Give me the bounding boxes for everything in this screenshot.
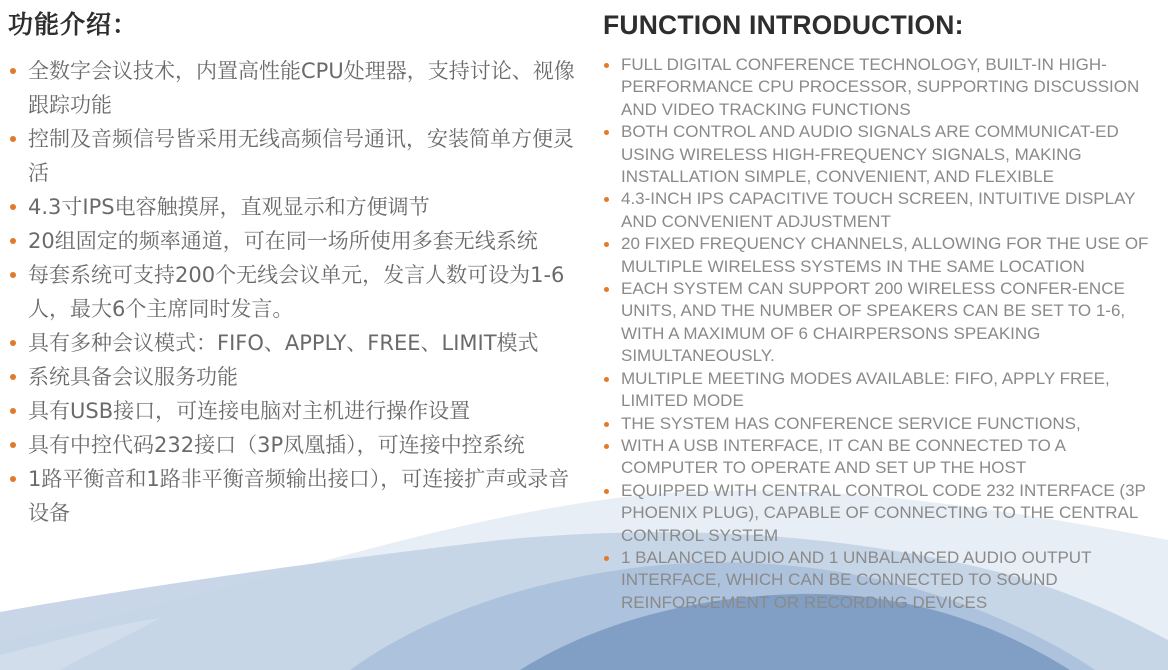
- feature-item-en-6: MULTIPLE MEETING MODES AVAILABLE: FIFO, APPLY FREE, LIMITED MODE: [603, 368, 1151, 413]
- feature-list-english: [603, 54, 1151, 614]
- feature-list-chinese: [8, 54, 583, 530]
- feature-item-zh-1: 全数字会议技术，内置高性能CPU处理器，支持讨论、视像跟踪功能: [8, 54, 583, 122]
- feature-item-en-2: BOTH CONTROL AND AUDIO SIGNALS ARE COMMUNICAT-ED USING WIRELESS HIGH-FREQUENCY SIGNALS, MAKING INSTALLATION SIMPLE, CONVENIENT, AND FLEXIBLE: [603, 121, 1151, 188]
- feature-item-zh-2: 控制及音频信号皆采用无线高频信号通讯，安装简单方便灵活: [8, 122, 583, 190]
- feature-item-zh-5: 每套系统可支持200个无线会议单元，发言人数可设为1-6人，最大6个主席同时发言。: [8, 258, 583, 326]
- english-column: [603, 0, 1151, 614]
- feature-item-zh-7: 系统具备会议服务功能: [8, 360, 583, 394]
- feature-item-en-1: FULL DIGITAL CONFERENCE TECHNOLOGY, BUILT-IN HIGH-PERFORMANCE CPU PROCESSOR, SUPPORTING DISCUSSION AND VIDEO TRACKING FUNCTIONS: [603, 54, 1151, 121]
- chinese-column: [8, 0, 583, 530]
- feature-item-en-9: EQUIPPED WITH CENTRAL CONTROL CODE 232 INTERFACE (3P PHOENIX PLUG), CAPABLE OF CONNECTING TO THE CENTRAL CONTROL SYSTEM: [603, 480, 1151, 547]
- feature-item-zh-6: 具有多种会议模式：FIFO、APPLY、FREE、LIMIT模式: [8, 326, 583, 360]
- feature-item-zh-3: 4.3寸IPS电容触摸屏，直观显示和方便调节: [8, 190, 583, 224]
- feature-item-en-5: EACH SYSTEM CAN SUPPORT 200 WIRELESS CONFER-ENCE UNITS, AND THE NUMBER OF SPEAKERS CAN BE SET TO 1-6, WITH A MAXIMUM OF 6 CHAIRPERSONS SPEAKING SIMULTANEOUSLY.: [603, 278, 1151, 368]
- feature-item-zh-9: 具有中控代码232接口（3P凤凰插），可连接中控系统: [8, 428, 583, 462]
- feature-item-en-4: 20 FIXED FREQUENCY CHANNELS, ALLOWING FOR THE USE OF MULTIPLE WIRELESS SYSTEMS IN THE SAME LOCATION: [603, 233, 1151, 278]
- feature-item-en-3: 4.3-INCH IPS CAPACITIVE TOUCH SCREEN, INTUITIVE DISPLAY AND CONVENIENT ADJUSTMENT: [603, 188, 1151, 233]
- page-title-english: FUNCTION INTRODUCTION:: [603, 10, 964, 40]
- feature-item-en-8: WITH A USB INTERFACE, IT CAN BE CONNECTED TO A COMPUTER TO OPERATE AND SET UP THE HOST: [603, 435, 1151, 480]
- feature-item-zh-10: 1路平衡音和1路非平衡音频输出接口），可连接扩声或录音设备: [8, 462, 583, 530]
- feature-item-en-7: THE SYSTEM HAS CONFERENCE SERVICE FUNCTIONS,: [603, 413, 1151, 435]
- page-title-chinese: 功能介绍：: [8, 10, 139, 39]
- feature-item-en-10: 1 BALANCED AUDIO AND 1 UNBALANCED AUDIO OUTPUT INTERFACE, WHICH CAN BE CONNECTED TO SOUND REINFORCEMENT OR RECORDING DEVICES: [603, 547, 1151, 614]
- feature-item-zh-8: 具有USB接口，可连接电脑对主机进行操作设置: [8, 394, 583, 428]
- feature-item-zh-4: 20组固定的频率通道，可在同一场所使用多套无线系统: [8, 224, 583, 258]
